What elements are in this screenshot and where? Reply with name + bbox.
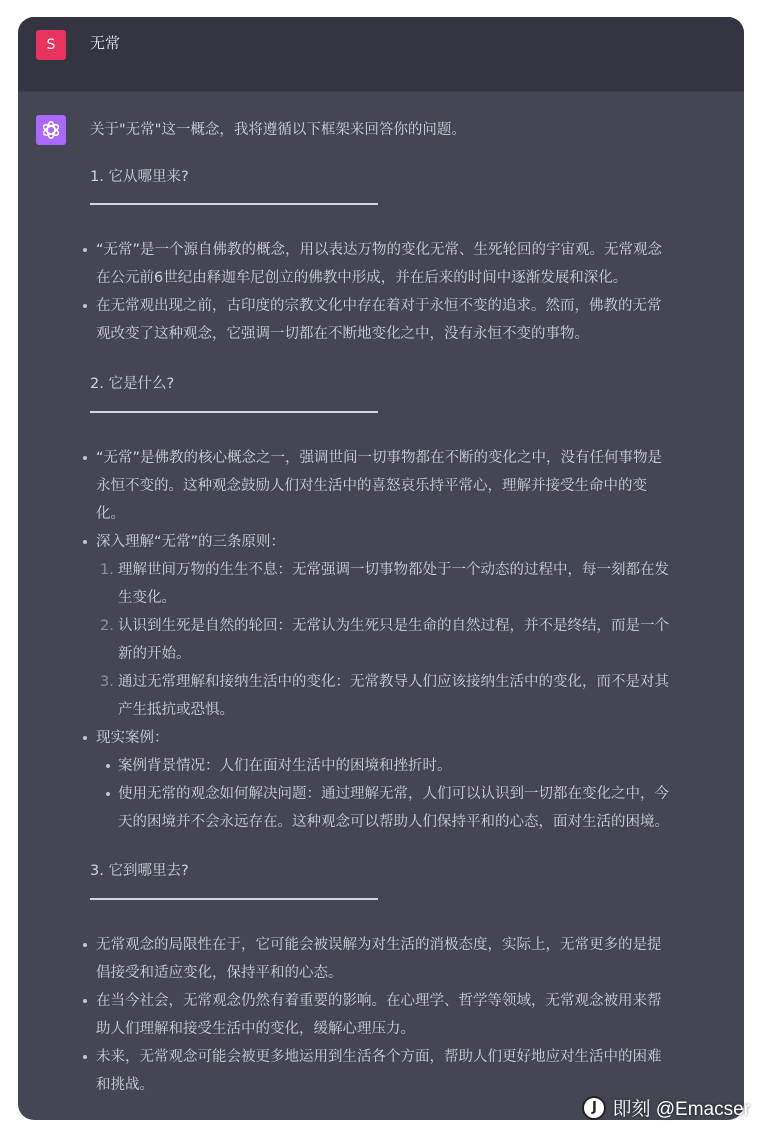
principle-item: 产生抵抗或恐惧。 (118, 702, 234, 718)
case-label: 现实案例： (96, 730, 169, 746)
section-divider (90, 203, 378, 205)
openai-logo-icon (40, 119, 62, 141)
watermark (582, 1094, 750, 1121)
list-item: 在无常观出现之前，古印度的宗教文化中存在着对于永恒不变的追求。然而，佛教的无常 (96, 298, 662, 314)
section-heading: 1. 它从哪里来? (90, 169, 189, 185)
principle-item: 认识到生死是自然的轮回：无常认为生死只是生命的自然过程，并不是终结，而是一个 (118, 618, 669, 634)
bullet-dot-icon (106, 764, 110, 768)
bullet-dot-icon (83, 540, 87, 544)
assistant-intro: 关于"无常"这一概念，我将遵循以下框架来回答你的问题。 (90, 122, 466, 138)
principle-item: 生变化。 (118, 590, 176, 606)
user-avatar: S (36, 30, 66, 60)
list-item: 化。 (96, 506, 125, 522)
list-item: 和挑战。 (96, 1077, 154, 1093)
watermark-text: 即刻 @Emacser (612, 1099, 750, 1120)
bullet-dot-icon (83, 304, 87, 308)
bullet-dot-icon (106, 792, 110, 796)
jike-logo-icon: J (582, 1096, 606, 1120)
bullet-dot-icon (83, 943, 87, 947)
section-heading: 3. 它到哪里去? (90, 863, 189, 879)
chat-window (18, 17, 744, 1120)
list-item: 观改变了这种观念，它强调一切都在不断地变化之中，没有永恒不变的事物。 (96, 326, 589, 342)
list-item: 在当今社会，无常观念仍然有着重要的影响。在心理学、哲学等领域，无常观念被用来帮 (96, 993, 662, 1009)
list-item: 助人们理解和接受生活中的变化，缓解心理压力。 (96, 1021, 415, 1037)
section-divider (90, 898, 378, 900)
section-heading: 2. 它是什么? (90, 376, 175, 392)
case-item: 案例背景情况：人们在面对生活中的困境和挫折时。 (118, 758, 452, 774)
list-item: 在公元前6世纪由释迦牟尼创立的佛教中形成，并在后来的时间中逐渐发展和深化。 (96, 270, 628, 286)
case-item: 天的困境并不会永远存在。这种观念可以帮助人们保持平和的心态，面对生活的困境。 (118, 814, 669, 830)
case-item: 使用无常的观念如何解决问题：通过理解无常，人们可以认识到一切都在变化之中，今 (118, 786, 669, 802)
list-number: 2. (100, 618, 114, 634)
list-number: 1. (100, 562, 114, 578)
list-item: “无常”是佛教的核心概念之一，强调世间一切事物都在不断的变化之中，没有任何事物是 (96, 450, 663, 466)
user-message-text[interactable]: 无常 (90, 34, 121, 52)
list-item: 深入理解“无常”的三条原则： (96, 534, 286, 550)
principle-item: 新的开始。 (118, 646, 191, 662)
principle-item: 通过无常理解和接纳生活中的变化：无常教导人们应该接纳生活中的变化，而不是对其 (118, 674, 669, 690)
list-item: “无常”是一个源自佛教的概念，用以表达万物的变化无常、生死轮回的宇宙观。无常观念 (96, 242, 663, 258)
user-message-row (18, 17, 744, 92)
assistant-avatar (36, 115, 66, 145)
bullet-dot-icon (83, 248, 87, 252)
bullet-dot-icon (83, 456, 87, 460)
bullet-dot-icon (83, 1055, 87, 1059)
bullet-dot-icon (83, 999, 87, 1003)
list-item: 无常观念的局限性在于，它可能会被误解为对生活的消极态度，实际上，无常更多的是提 (96, 937, 662, 953)
list-item: 永恒不变的。这种观念鼓励人们对生活中的喜怒哀乐持平常心，理解并接受生命中的变 (96, 478, 647, 494)
principle-item: 理解世间万物的生生不息：无常强调一切事物都处于一个动态的过程中，每一刻都在发 (118, 562, 669, 578)
list-item: 倡接受和适应变化，保持平和的心态。 (96, 965, 343, 981)
section-divider (90, 411, 378, 413)
list-number: 3. (100, 674, 114, 690)
bullet-dot-icon (83, 736, 87, 740)
list-item: 未来，无常观念可能会被更多地运用到生活各个方面，帮助人们更好地应对生活中的困难 (96, 1049, 662, 1065)
